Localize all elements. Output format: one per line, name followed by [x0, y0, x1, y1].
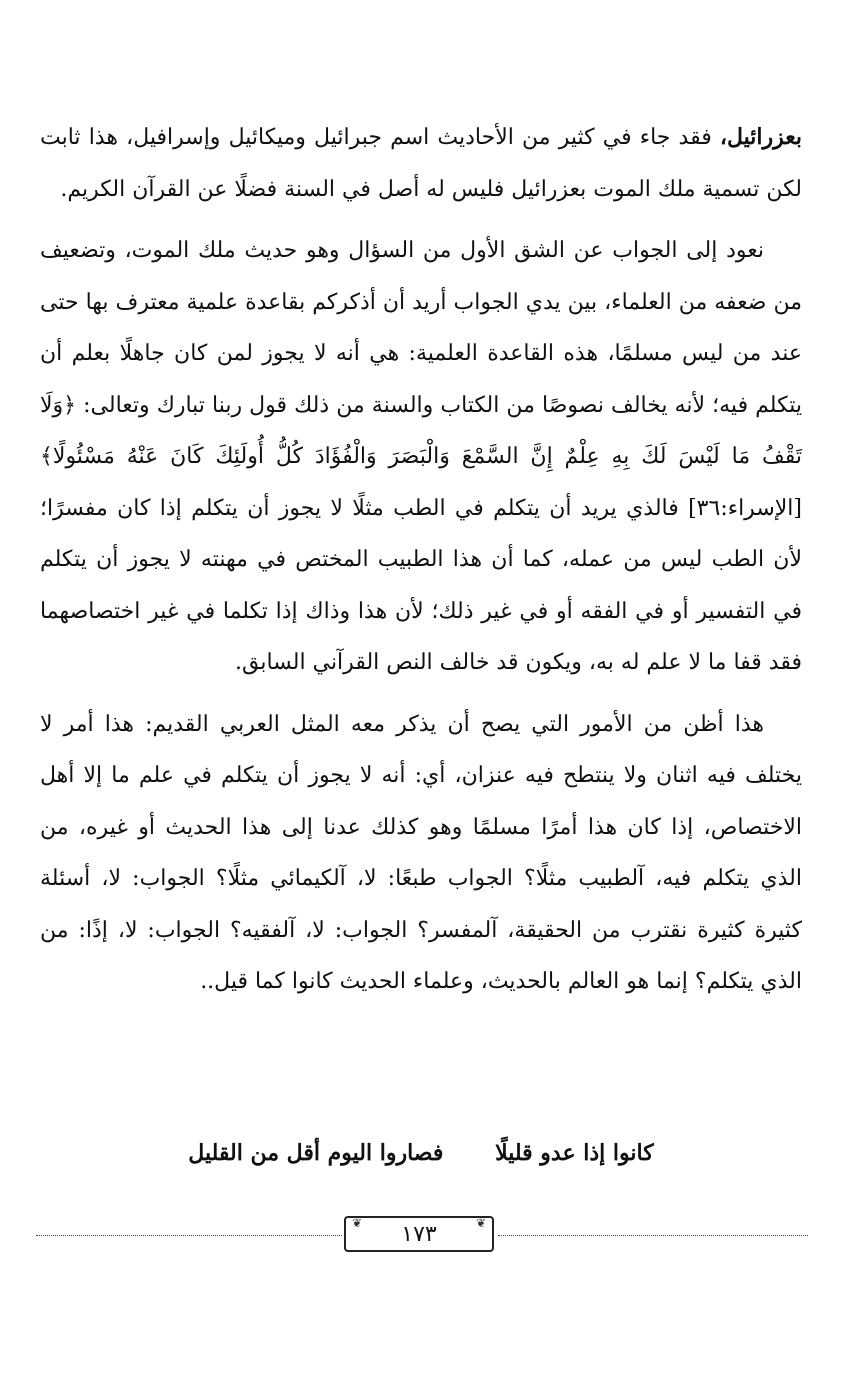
poem-verse	[40, 1140, 802, 1166]
paragraph-2	[40, 225, 802, 689]
poem-first-hemistich: كانوا إذا عدو قليلًا	[495, 1140, 654, 1166]
paragraph-1	[40, 112, 802, 215]
paragraph-3-text: هذا أظن من الأمور التي يصح أن يذكر معه المثل العربي القديم: هذا أمر لا يختلف فيه اثنان ولا ينتطح فيه عنزان، أي: أنه لا يجوز أن يتكلم في علم ما إلا أهل الاختصاص، إذا كان هذا أمرًا مسلمًا وهو كذلك عدنا إلى هذا الحديث أو غيره، من الذي يتكلم فيه، آلطبيب مثلًا؟ الجواب طبعًا: لا، آلكيمائي مثلًا؟ الجواب: لا، أسئلة كثيرة كثيرة نقترب من الحقيقة، آلمفسر؟ الجواب: لا، آلفقيه؟ الجواب: لا، إذًا: من الذي يتكلم؟ إنما هو العالم بالحديث، وعلماء الحديث كانوا كما قيل..	[40, 711, 802, 994]
poem-second-hemistich: فصاروا اليوم أقل من القليل	[188, 1140, 444, 1166]
paragraph-3	[40, 699, 802, 1008]
paragraph-2-text-part-1: نعود إلى الجواب عن الشق الأول من السؤال وهو حديث ملك الموت، وتضعيف من ضعفه من العلماء، بين يدي الجواب أريد أن أذكركم بقاعدة علمية معترف بها حتى عند من ليس مسلمًا، هذه القاعدة العلمية: هي أنه لا يجوز لمن كان جاهلًا بعلم أن يتكلم فيه؛ لأنه يخالف نصوصًا من الكتاب والسنة من ذلك قول ربنا تبارك وتعالى:	[40, 238, 802, 418]
page-number: ١٧٣	[401, 1221, 437, 1247]
page-number-frame	[344, 1216, 494, 1252]
footer-divider-left	[36, 1235, 342, 1236]
paragraph-2-text-part-2: فالذي يريد أن يتكلم في الطب مثلًا لا يجوز أن يتكلم إذا كان مفسرًا؛ لأن الطب ليس من عمله، كما أن هذا الطبيب المختص في مهنته لا يجوز أن يتكلم في التفسير أو في الفقه أو في غير ذلك؛ لأن هذا وذاك إذا تكلما في غير اختصاصهما فقد قفا ما لا علم له به، ويكون قد خالف النص القرآني السابق.	[40, 495, 802, 675]
footer-divider-right	[498, 1235, 808, 1236]
paragraph-1-lead: بعزرائيل،	[719, 124, 802, 150]
page-body	[40, 112, 802, 1008]
quran-verse: ﴿وَلَا تَقْفُ مَا لَيْسَ لَكَ بِهِ عِلْمٌ إِنَّ السَّمْعَ وَالْبَصَرَ وَالْفُؤَادَ كُلُّ أُولَئِكَ كَانَ عَنْهُ مَسْئُولًا﴾	[40, 392, 802, 469]
verse-reference: [الإسراء:٣٦]	[688, 495, 802, 521]
ornament-icon: ❦	[352, 1216, 363, 1230]
paragraph-1-text: فقد جاء في كثير من الأحاديث اسم جبرائيل وميكائيل وإسرافيل، هذا ثابت لكن تسمية ملك الموت بعزرائيل فليس له أصل في السنة فضلًا عن القرآن الكريم.	[40, 125, 802, 202]
ornament-icon: ❦	[475, 1216, 486, 1230]
page-footer	[36, 1212, 808, 1258]
